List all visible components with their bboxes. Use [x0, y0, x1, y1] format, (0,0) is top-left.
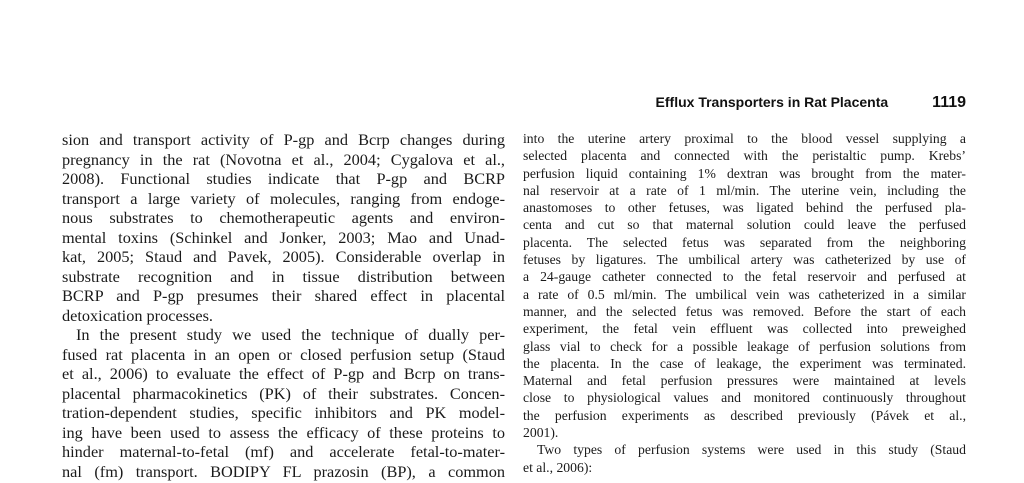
- text-line: kat, 2005; Staud and Pavek, 2005). Considerable overlap in: [62, 247, 505, 266]
- text-line: tration-dependent studies, specific inhibitors and PK model-: [62, 403, 505, 422]
- text-line: nous substrates to chemotherapeutic agents and environ-: [62, 208, 505, 227]
- paragraph-first-line: Two types of perfusion systems were used in this study (Staud: [537, 442, 966, 458]
- text-line: 2001).: [523, 425, 559, 441]
- text-line: manner, and the selected fetus was removed. Before the start of each: [523, 303, 966, 319]
- paragraph-first-line: In the present study we used the technique of dually per-: [76, 325, 505, 344]
- text-line: mental toxins (Schinkel and Jonker, 2003; Mao and Unad-: [62, 227, 505, 247]
- text-line: placental pharmacokinetics (PK) of their substrates. Concen-: [62, 383, 505, 403]
- text-line: pregnancy in the rat (Novotna et al., 2004; Cygalova et al.,: [62, 149, 505, 169]
- text-line: substrate recognition and in tissue distribution between: [62, 266, 505, 286]
- page-number: 1119: [932, 94, 966, 111]
- text-line: ing have been used to assess the efficacy of these proteins to: [62, 422, 505, 442]
- text-line: sion and transport activity of P-gp and Bcrp changes during: [62, 130, 505, 149]
- text-line: fused rat placenta in an open or closed perfusion setup (Staud: [62, 344, 505, 364]
- text-line: placenta. The selected fetus was separated from the neighboring: [523, 234, 966, 250]
- running-head-title: Efflux Transporters in Rat Placenta: [655, 94, 889, 110]
- text-line: fetuses by ligatures. The umbilical artery was catheterized by use of: [523, 252, 966, 268]
- text-line: detoxication processes.: [62, 305, 214, 325]
- text-line: nal reservoir at a rate of 1 ml/min. The uterine vein, including the: [523, 182, 966, 198]
- text-line: hinder maternal-to-fetal (mf) and accelerate fetal-to-mater-: [62, 442, 505, 461]
- text-line: a 24-gauge catheter connected to the fetal reservoir and perfused at: [523, 269, 966, 285]
- text-line: selected placenta and connected with the peristaltic pump. Krebs’: [523, 148, 966, 164]
- text-line: glass vial to check for a possible leakage of perfusion solutions from: [523, 338, 966, 354]
- text-line: Maternal and fetal perfusion pressures were maintained at levels: [523, 373, 966, 389]
- right-text-column: [523, 130, 966, 476]
- text-line: close to physiological values and monitored continuously throughout: [523, 390, 966, 406]
- text-line: centa and cut so that maternal solution could leave the perfused: [523, 217, 966, 233]
- text-line: into the uterine artery proximal to the blood vessel supplying a: [523, 131, 966, 146]
- text-line: perfusion liquid containing 1% dextran was brought from the mater-: [523, 165, 966, 181]
- text-line: BCRP and P-gp presumes their shared effect in placental: [62, 286, 505, 305]
- text-line: nal (fm) transport. BODIPY FL prazosin (BP), a common: [62, 461, 505, 481]
- text-line: 2008). Functional studies indicate that P-gp and BCRP: [62, 169, 505, 188]
- text-line: transport a large variety of molecules, ranging from endoge-: [62, 188, 505, 208]
- text-line: the perfusion experiments as described previously (Pávek et al.,: [523, 407, 966, 423]
- text-line: anastomoses to other fetuses, was ligated behind the perfused pla-: [523, 200, 966, 216]
- text-line: experiment, the fetal vein effluent was collected into preweighed: [523, 321, 966, 337]
- left-text-column: [62, 130, 505, 481]
- text-line: a rate of 0.5 ml/min. The umbilical vein was catheterized in a similar: [523, 286, 966, 302]
- text-line: et al., 2006) to evaluate the effect of P-gp and Bcrp on trans-: [62, 364, 505, 383]
- text-line: et al., 2006):: [523, 459, 593, 475]
- running-head: [656, 94, 966, 114]
- text-line: the placenta. In the case of leakage, the experiment was terminated.: [523, 355, 966, 371]
